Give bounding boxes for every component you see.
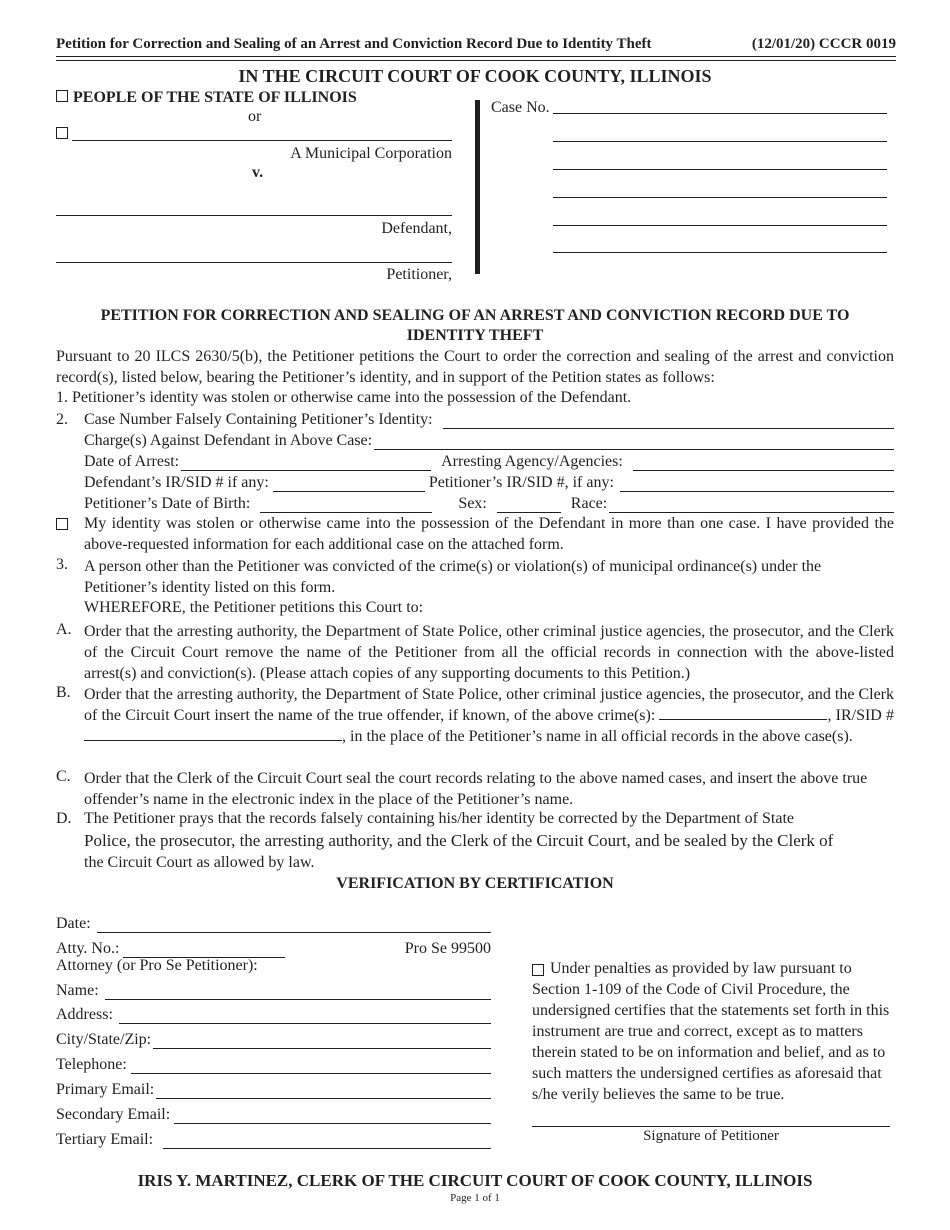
sex-field[interactable] [497, 498, 561, 513]
pro-se-number: Pro Se 99500 [404, 940, 491, 957]
checkbox-multiple-cases[interactable] [56, 517, 73, 535]
petitioner-label: Petitioner, [386, 266, 452, 283]
telephone-label: Telephone: [56, 1056, 127, 1073]
item-d-line1: The Petitioner prays that the records falsely containing his/her identity be corrected by the Department of State [84, 810, 794, 827]
item-d-line3: the Circuit Court as allowed by law. [84, 854, 315, 871]
address-label: Address: [56, 1006, 113, 1023]
header-rule [56, 56, 896, 57]
case-no-line-3[interactable] [553, 169, 887, 170]
defendant-name-field[interactable] [56, 215, 452, 216]
case-no-field[interactable] [553, 113, 887, 114]
case-number-row [84, 411, 894, 429]
attorney-label: Attorney (or Pro Se Petitioner): [56, 957, 258, 974]
item-1: 1. Petitioner’s identity was stolen or otherwise came into the possession of the Defendant. [56, 389, 632, 406]
item-b-part1: Order that the arresting authority, the Department of State Police, other criminal justice agencies, the prosecutor, and the Clerk of the Circuit Court insert the name of the true offender, if known, of the above crime(s): [84, 686, 894, 724]
item-c-letter: C. [56, 768, 71, 785]
arresting-agency-label: Arresting Agency/Agencies: [441, 453, 623, 470]
secondary-email-field[interactable] [174, 1109, 491, 1124]
item-c-text: Order that the Clerk of the Circuit Court seal the court records relating to the above named cases, and insert the above true offender’s name in the electronic index in the place of the Petitioner’s name. [84, 770, 868, 808]
signature-label: Signature of Petitioner [643, 1128, 779, 1144]
dob-row [84, 495, 894, 513]
atty-row [56, 940, 491, 958]
checkbox-municipal[interactable] [56, 126, 73, 144]
municipal-name-field[interactable] [72, 140, 452, 141]
name-row [56, 982, 491, 1000]
court-title: IN THE CIRCUIT COURT OF COOK COUNTY, ILLINOIS [238, 66, 712, 86]
certification-text: Under penalties as provided by law pursuant to Section 1-109 of the Code of Civil Procedure, the undersigned certifies that the statements set forth in this instrument are true and correct, except as to matters therein stated to be on information and belief, and as to such matters the undersigned certifies as aforesaid that s/he verily believes the same to be true. [532, 960, 890, 1103]
primary-email-field[interactable] [156, 1084, 491, 1099]
petition-intro: Pursuant to 20 ILCS 2630/5(b), the Petitioner petitions the Court to order the correction and sealing of the arrest and conviction record(s), listed below, bearing the Petitioner’s identity, and in support of the Petition states as follows: [56, 348, 894, 386]
tertiary-email-label: Tertiary Email: [56, 1131, 154, 1148]
case-number-label: Case Number Falsely Containing Petitioner’s Identity: [84, 411, 433, 428]
charges-field[interactable] [374, 435, 894, 450]
item-b-letter: B. [56, 684, 71, 701]
page-number: Page 1 of 1 [450, 1192, 500, 1204]
name-label: Name: [56, 982, 99, 999]
city-field[interactable] [153, 1034, 491, 1049]
charges-label: Charge(s) Against Defendant in Above Case: [84, 432, 373, 449]
case-no-line-2[interactable] [553, 141, 887, 142]
def-irsid-field[interactable] [273, 477, 425, 492]
city-label: City/State/Zip: [56, 1031, 152, 1048]
header-rule-thin [56, 60, 896, 61]
item-2-number: 2. [56, 411, 68, 428]
item-b-text: Order that the arresting authority, the Department of State Police, other criminal justice agencies, the prosecutor, and the Clerk of the Circuit Court insert the name of the true offender, if known, of the above crime(s): , IR/SID # , in the place of the Petitioner’s name in all official records in the above case(s). [84, 686, 895, 745]
atty-no-field[interactable] [123, 943, 285, 958]
item-d-line2: Police, the prosecutor, the arresting authority, and the Clerk of the Circuit Court, and be sealed by the Clerk of [84, 831, 834, 850]
def-irsid-label: Defendant’s IR/SID # if any: [84, 474, 269, 491]
charges-row [84, 432, 894, 450]
city-row [56, 1031, 491, 1049]
tertiary-email-row [56, 1131, 491, 1149]
date-field[interactable] [97, 918, 491, 933]
form-code: (12/01/20) CCCR 0019 [751, 36, 896, 52]
irsid-row [84, 474, 894, 492]
atty-no-label: Atty. No.: [56, 940, 120, 957]
arresting-agency-field[interactable] [633, 456, 894, 471]
case-number-field[interactable] [443, 414, 894, 429]
true-offender-field[interactable] [659, 705, 827, 720]
date-label: Date: [56, 915, 91, 932]
item-d-letter: D. [56, 810, 72, 827]
telephone-row [56, 1056, 491, 1074]
checkbox-people[interactable] [56, 90, 68, 102]
race-label: Race: [570, 495, 608, 512]
name-field[interactable] [105, 985, 491, 1000]
case-no-line-5[interactable] [553, 225, 887, 226]
secondary-email-row [56, 1106, 491, 1124]
pet-dob-label: Petitioner’s Date of Birth: [84, 495, 251, 512]
form-title: Petition for Correction and Sealing of an Arrest and Conviction Record Due to Identity Theft [56, 36, 652, 52]
people-option[interactable]: PEOPLE OF THE STATE OF ILLINOIS [56, 89, 357, 107]
secondary-email-label: Secondary Email: [56, 1106, 171, 1123]
caption-divider [475, 100, 480, 274]
true-offender-irsid-field[interactable] [84, 726, 342, 741]
multiple-cases-text: My identity was stolen or otherwise came into the possession of the Defendant in more than one case. I have provided the above-requested information for each additional case on the attached form. [84, 515, 894, 553]
item-b-part2: , in the place of the Petitioner’s name in all official records in the above case(s). [342, 728, 853, 745]
date-arrest-label: Date of Arrest: [84, 453, 180, 470]
clerk-footer: IRIS Y. MARTINEZ, CLERK OF THE CIRCUIT COURT OF COOK COUNTY, ILLINOIS [137, 1171, 813, 1190]
case-no-line-4[interactable] [553, 197, 887, 198]
primary-email-row [56, 1081, 491, 1099]
case-no-line-6[interactable] [553, 252, 887, 253]
date-arrest-field[interactable] [181, 456, 431, 471]
item-a-letter: A. [56, 621, 72, 638]
sex-label: Sex: [458, 495, 487, 512]
race-field[interactable] [609, 498, 894, 513]
primary-email-label: Primary Email: [56, 1081, 155, 1098]
address-field[interactable] [119, 1009, 491, 1024]
or-label: or [248, 108, 262, 125]
pet-irsid-label: Petitioner’s IR/SID #, if any: [428, 474, 614, 491]
signature-line[interactable] [532, 1126, 890, 1127]
item-a-text: Order that the arresting authority, the Department of State Police, other criminal justice agencies, the prosecutor, and the Clerk of the Circuit Court remove the name of the Petitioner from all the official records in connection with the above-listed arrest(s) and conviction(s). (Please attach copies of any supporting documents to this Petition.) [84, 623, 894, 682]
wherefore-text: WHEREFORE, the Petitioner petitions this Court to: [84, 599, 424, 616]
case-no-label: Case No. [491, 99, 550, 116]
pet-irsid-field[interactable] [620, 477, 894, 492]
petition-title: PETITION FOR CORRECTION AND SEALING OF AN ARREST AND CONVICTION RECORD DUE TO IDENTITY THEFT [100, 307, 850, 344]
petitioner-name-field[interactable] [56, 262, 452, 263]
versus-label: v. [252, 164, 264, 181]
true-offender-irsid-label: IR/SID # [835, 707, 895, 724]
municipal-label: A Municipal Corporation [290, 145, 452, 162]
item-3-text: A person other than the Petitioner was convicted of the crime(s) or violation(s) of municipal ordinance(s) under the Petitioner’s identity listed on this form. [84, 558, 822, 596]
arrest-row [84, 453, 894, 471]
tertiary-email-field[interactable] [163, 1134, 491, 1149]
date-row [56, 915, 491, 933]
defendant-label: Defendant, [381, 220, 452, 237]
pet-dob-field[interactable] [260, 498, 432, 513]
item-3-number: 3. [56, 556, 68, 573]
verification-title: VERIFICATION BY CERTIFICATION [336, 875, 614, 892]
telephone-field[interactable] [131, 1059, 491, 1074]
address-row [56, 1006, 491, 1024]
